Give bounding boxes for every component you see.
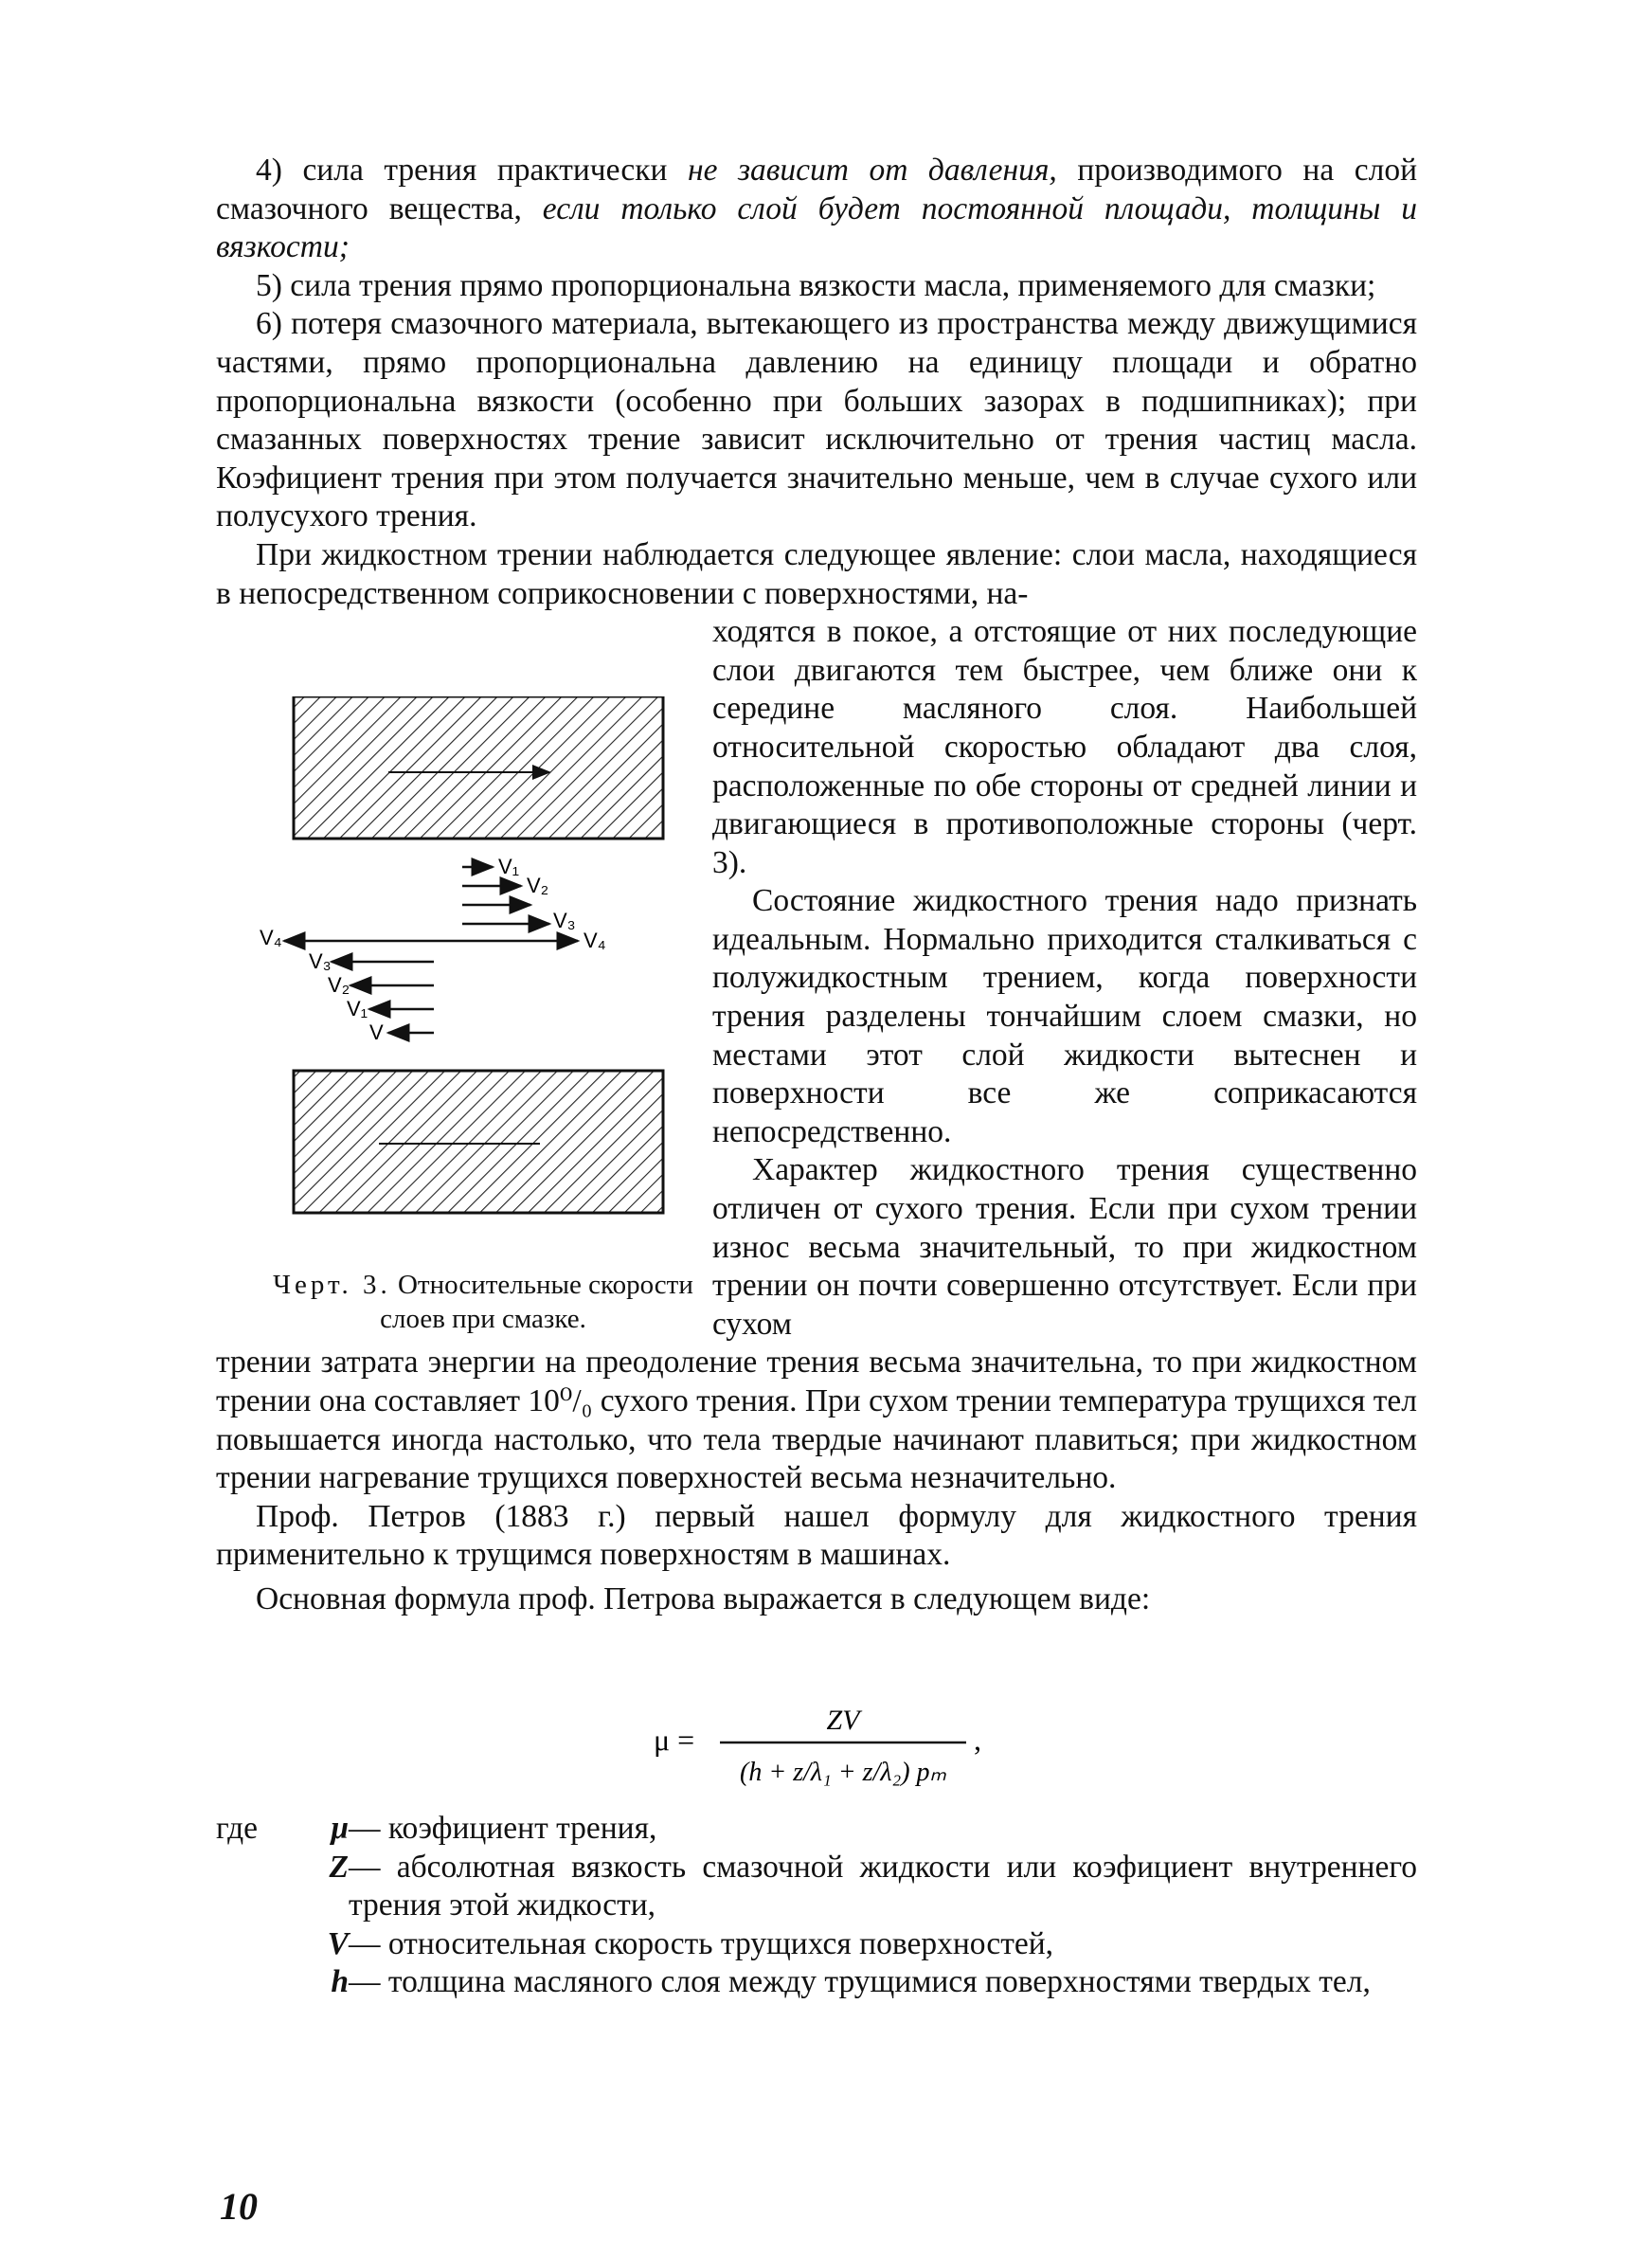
label-v2-left: V₂ bbox=[328, 973, 350, 997]
paragraph-9-wrap: Характер жидкостного трения существенно отличен от сухого трения. Если при сухом трении износ весьма значительный, то при жидкостном трении он почти совершенно отсутствует. Если при сухом bbox=[712, 1152, 1417, 1342]
label-v3-left: V₃ bbox=[309, 949, 332, 973]
label-v3: V₃ bbox=[553, 909, 576, 932]
paragraph-8: Состояние жидкостного трения надо признать идеальным. Нормально приходится сталкиваться с полужидкостным трением, когда поверхности трения разделены тончайшим слоем смазки, но местами этот слой жидкости вытеснен и поверхности все же соприкасаются непосредственно. bbox=[712, 883, 1417, 1149]
figure-3 bbox=[256, 696, 691, 1246]
friction-layers-diagram bbox=[256, 696, 691, 1246]
page-number: 10 bbox=[220, 2185, 258, 2228]
definition-row: где μ — коэфициент трения, bbox=[216, 1811, 657, 1846]
upper-plate bbox=[294, 696, 663, 839]
paragraph-11: Основная формула проф. Петрова выражается в следующем виде: bbox=[256, 1580, 1151, 1616]
label-v4-right: V₄ bbox=[584, 929, 606, 952]
definitions-list bbox=[216, 1810, 1417, 2002]
lower-plate bbox=[294, 1071, 663, 1213]
label-v1: V₁ bbox=[498, 855, 520, 878]
paragraph-4: 4) сила трения практически не зависит от давления, производимого на слой смазочного вещества, если только слой будет постоянной площади, толщины и вязкости; bbox=[216, 153, 1418, 265]
definition-row: Z — абсолютная вязкость смазочной жидкости или коэфициент внутреннего трения этой жидкости, bbox=[329, 1849, 1417, 1923]
paragraph-7-wrap: ходятся в покое, а отстоящие от них последующие слои двигаются тем быстрее, чем ближе они к середине масляного слоя. Наибольшей относительной скоростью обладают два слоя, расположенные по обе стороны от средней линии и двигающиеся в противоположные стороны (черт. 3). bbox=[712, 614, 1417, 880]
formula-svg bbox=[654, 1701, 1051, 1796]
paragraph-5: 5) сила трения прямо пропорциональна вязкости масла, применяемого для смазки; bbox=[256, 267, 1376, 303]
paragraph-9-full: трении затрата энергии на преодоление трения весьма значительна, то при жидкостном трении она составляет 10⁰/₀ сухого трения. При сухом трении температура трущихся тел повышается иногда настолько, что тела твердые начинают плавиться; при жидкостном трении нагревание трущихся поверхностей весьма незначительно. bbox=[216, 1345, 1417, 1496]
formula-trail: , bbox=[974, 1723, 981, 1757]
petrov-formula bbox=[654, 1701, 1051, 1803]
formula-denominator: (h + z/λ₁ + z/λ₂) pₘ bbox=[740, 1758, 946, 1787]
definition-row: h — толщина масляного слоя между трущимися поверхностями твердых тел, bbox=[331, 1964, 1371, 2000]
label-v2: V₂ bbox=[527, 874, 549, 897]
label-v4-left: V₄ bbox=[260, 926, 282, 949]
figure-caption: Черт. 3. Относительные скорости слоев при смазке. bbox=[273, 1270, 693, 1334]
label-v-left: V bbox=[369, 1020, 384, 1044]
paragraph-7: При жидкостном трении наблюдается следующее явление: слои масла, находящиеся в непосредственном соприкосновении с поверхностями, на- bbox=[216, 536, 1417, 611]
paragraph-6: 6) потеря смазочного материала, вытекающего из пространства между движущимися частями, прямо пропорциональна давлению на единицу площади и обратно пропорциональна вязкости (особенно при больших зазорах в подшипниках); при смазанных поверхностях трение зависит исключительно от трения частиц масла. Коэфициент трения при этом получается значительно меньше, чем в случае сухого или полусухого трения. bbox=[216, 306, 1417, 534]
formula-lhs: μ = bbox=[654, 1723, 695, 1757]
label-v1-left: V₁ bbox=[347, 997, 368, 1020]
formula-numerator: ZV bbox=[826, 1705, 860, 1736]
definition-row: V — относительная скорость трущихся поверхностей, bbox=[327, 1925, 1054, 1961]
paragraph-10: Проф. Петров (1883 г.) первый нашел формулу для жидкостного трения применительно к трущимся поверхностям в машинах. bbox=[216, 1498, 1417, 1573]
